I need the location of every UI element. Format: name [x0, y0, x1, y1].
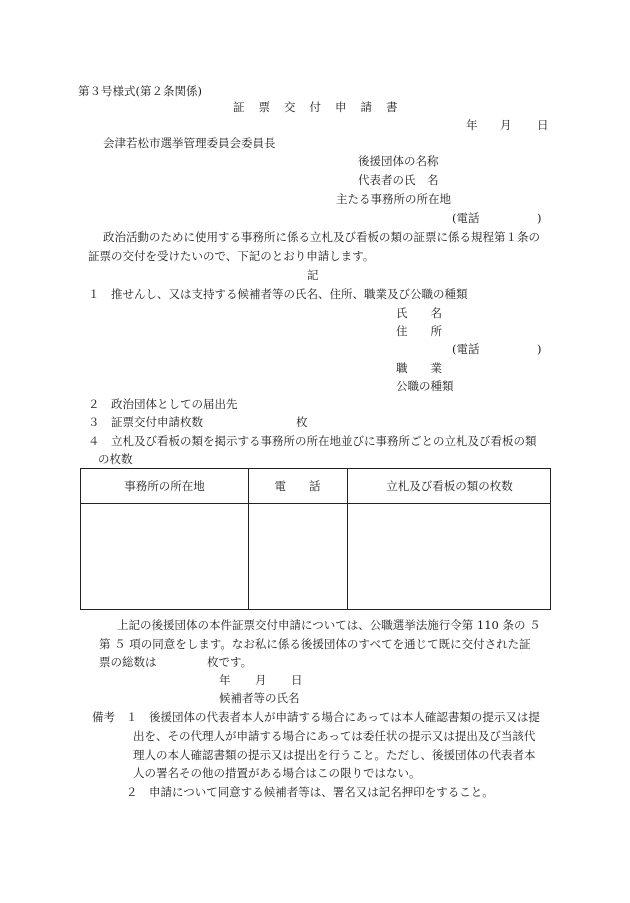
note-1-line-1: １ 後援団体の代表者本人が申請する場合にあっては本人確認書類の提示又は提: [126, 710, 540, 724]
note-2: ２ 申請について同意する候補者等は、署名又は記名押印をすること。: [126, 785, 494, 799]
candidate-signature-label: 候補者等の氏名: [219, 691, 300, 705]
table-header-phone: 電 話: [274, 479, 321, 493]
date-year: 年: [466, 118, 478, 132]
candidate-name-label: 氏 名: [396, 306, 442, 320]
ki-heading: 記: [307, 268, 319, 282]
rep-name-label: 代表者の氏 名: [358, 173, 439, 187]
notes-label: 備考: [92, 710, 115, 724]
candidate-occupation-label: 職 業: [396, 361, 442, 375]
consent-date-day: 日: [291, 673, 303, 687]
candidate-address-label: 住 所: [396, 324, 442, 338]
applicant-phone: (電話 ): [452, 211, 542, 225]
date-month: 月: [500, 118, 512, 132]
item-3-unit: 枚: [296, 415, 308, 429]
item-1: １ 推せんし、又は支持する候補者等の氏名、住所、職業及び公職の種類: [88, 287, 468, 301]
page-title: 証票交付申請書: [233, 100, 412, 114]
table-header-office-location: 事務所の所在地: [124, 479, 205, 493]
consent-date-year: 年: [219, 673, 231, 687]
org-name-label: 後援団体の名称: [358, 154, 439, 168]
item-2: ２ 政治団体としての届出先: [88, 397, 238, 411]
item-4-line-2: の枚数: [98, 452, 133, 466]
consent-line-3-a: 票の総数は: [99, 655, 157, 669]
consent-line-1: 上記の後援団体の本件証票交付申請については、公職選挙法施行令第 110 条の ５: [117, 618, 541, 632]
date-day: 日: [537, 118, 549, 132]
body-line-1: 政治活動のために使用する事務所に係る立札及び看板の類の証票に係る規程第１条の: [103, 230, 540, 244]
note-1-line-2: 出を、その代理人が申請する場合にあっては委任状の提示又は提出及び当該代: [133, 729, 536, 743]
consent-line-3-b: 枚です。: [207, 655, 253, 669]
note-1-line-4: 人の署名その他の措置がある場合はこの限りではない。: [133, 766, 421, 780]
candidate-phone: (電話 ): [452, 342, 542, 356]
addressee: 会津若松市選挙管理委員会委員長: [103, 136, 276, 150]
consent-date-month: 月: [255, 673, 267, 687]
table-header-sign-count: 立札及び看板の類の枚数: [386, 479, 513, 493]
office-label: 主たる事務所の所在地: [336, 192, 451, 206]
form-number: 第３号様式(第２条関係): [78, 84, 202, 98]
body-line-2: 証票の交付を受けたいので、下記のとおり申請します。: [88, 249, 375, 263]
item-3: ３ 証票交付申請枚数: [88, 415, 203, 429]
note-1-line-3: 理人の本人確認書類の提示又は提出を行うこと。ただし、後援団体の代表者本: [133, 748, 536, 762]
consent-line-2: 第 ５ 項の同意をします。なお私に係る後援団体のすべてを通じて既に交付された証: [99, 637, 531, 651]
item-4-line-1: ４ 立札及び看板の類を掲示する事務所の所在地並びに事務所ごとの立札及び看板の類: [88, 434, 537, 448]
table-header-divider: [81, 503, 550, 504]
candidate-office-type-label: 公職の種類: [396, 379, 454, 393]
office-table: [80, 468, 551, 610]
